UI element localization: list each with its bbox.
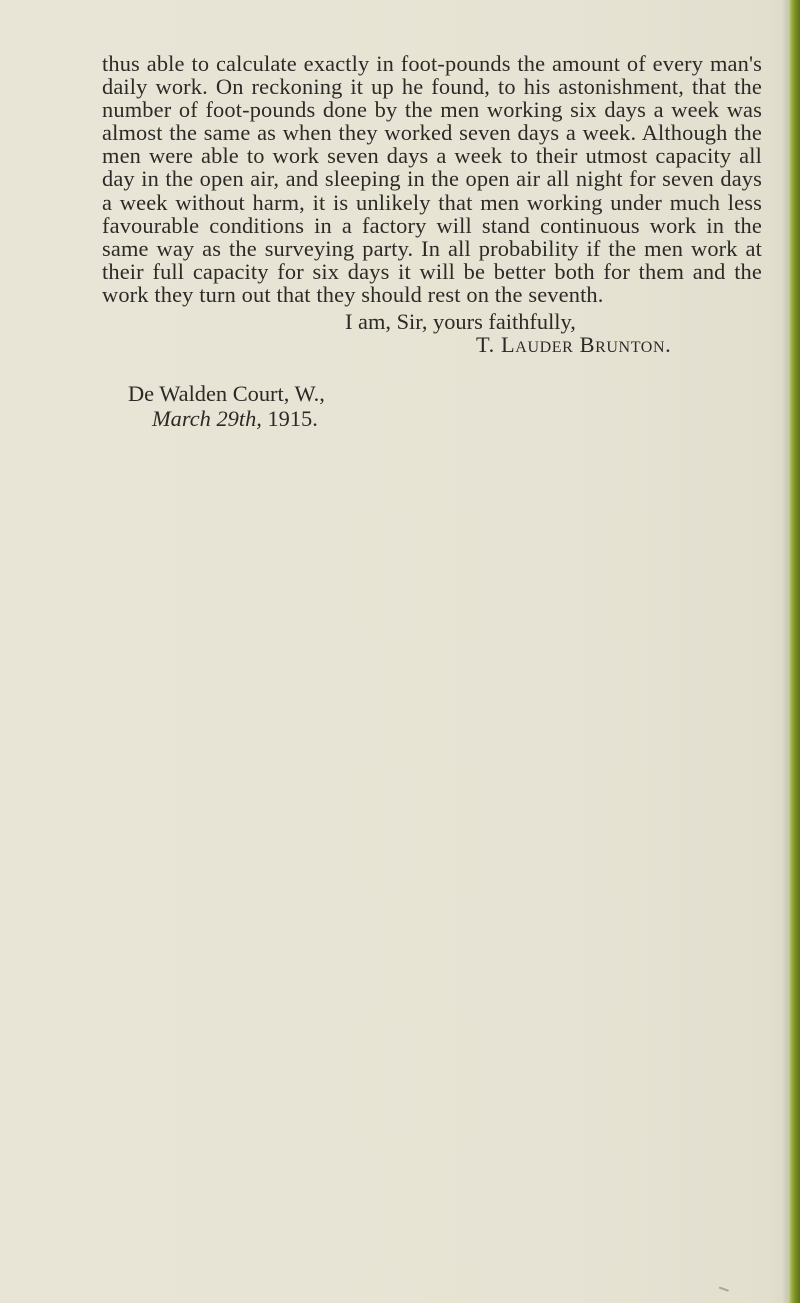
page-mark: [717, 1287, 729, 1297]
page-binding-edge: [788, 0, 800, 1303]
letter-text-block: [102, 52, 762, 431]
letter-date: [152, 406, 762, 431]
letter-signature: T. Lauder Brunton.: [476, 332, 672, 358]
letter-date-year: 1915.: [261, 406, 318, 432]
letter-address: De Walden Court, W.,: [128, 381, 325, 407]
letter-date-month-day: March 29th,: [152, 406, 262, 432]
letter-body-paragraph: thus able to calculate exactly in foot-pounds the amount of every man's daily work. On reckoning it up he found, to his astonishment, that the number of foot-pounds done by the men working six days a week was almost the same as when they worked seven days a week. Although the men were able to work seven days a week to their utmost capacity all day in the open air, and sleeping in the open air all night for seven days a week without harm, it is unlikely that men working under much less favourable conditions in a factory will stand continuous work in the same way as the surveying party. In all probability if the men work at their full capacity for six days it will be better both for them and the work they turn out that they should rest on the seventh.: [102, 51, 762, 307]
letter-closing: I am, Sir, yours faithfully,: [345, 309, 576, 335]
